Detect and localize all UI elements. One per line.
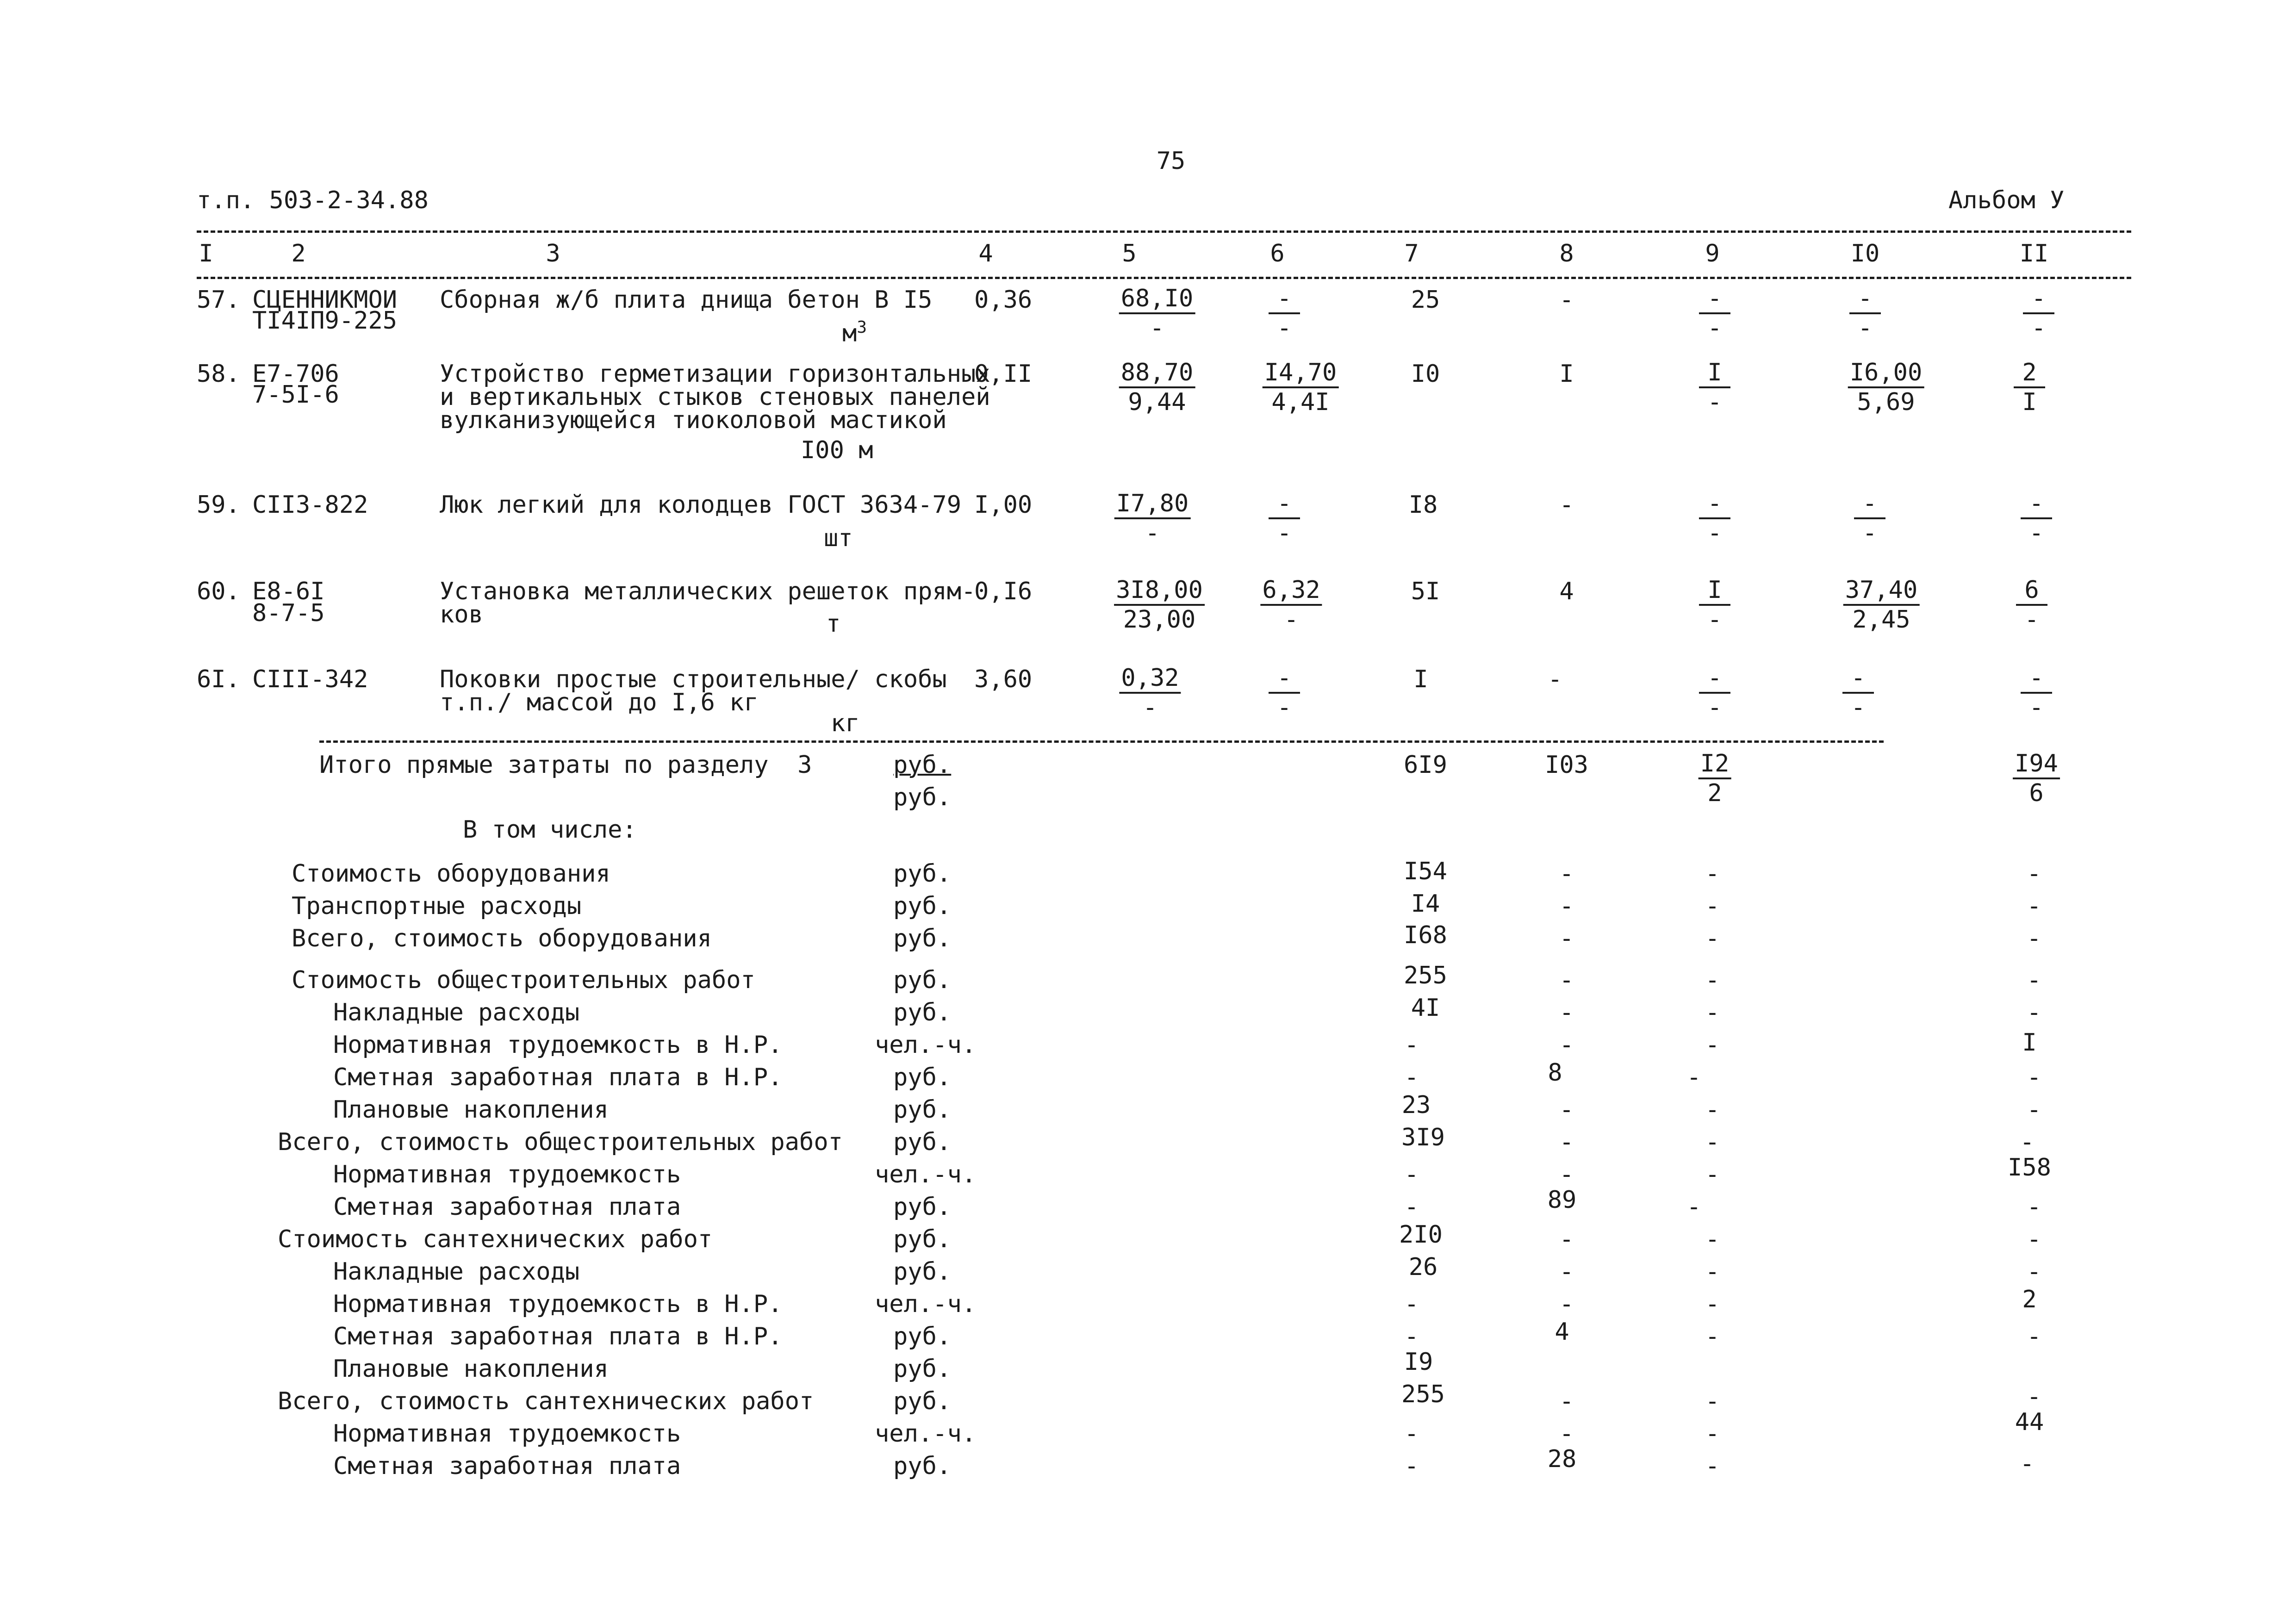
summary-col8: -	[1559, 892, 1574, 920]
document-code: т.п. 503-2-34.88	[197, 187, 429, 214]
row-unit: т	[826, 610, 841, 638]
row-code: 7-5I-6	[252, 381, 339, 409]
summary-col11: -	[2027, 966, 2041, 994]
row-description: Сборная ж/б плита днища бетон В I5	[440, 286, 933, 314]
summary-col7: 26	[1408, 1253, 1438, 1281]
summary-col9: -	[1705, 1031, 1720, 1059]
summary-label: Сметная заработная плата в Н.Р.	[333, 1063, 783, 1091]
total-label: Итого прямые затраты по разделу 3	[319, 751, 812, 779]
column-number: I0	[1850, 240, 1880, 267]
row-quantity: 0,II	[974, 360, 1033, 388]
cell-col6: - -	[1269, 664, 1300, 721]
summary-col7: I4	[1411, 890, 1440, 918]
summary-col11: -	[2027, 999, 2041, 1026]
row-description: Устройство герметизации горизонтальных	[440, 360, 990, 388]
cell-col9: - -	[1699, 490, 1730, 547]
cell-col5: I7,80 -	[1114, 490, 1191, 547]
summary-col9: -	[1705, 1290, 1720, 1318]
summary-col9: -	[1705, 925, 1720, 952]
row-number: 6I.	[197, 665, 240, 693]
summary-col8: -	[1559, 1161, 1574, 1188]
summary-col9: -	[1705, 1452, 1720, 1480]
row-number: 58.	[197, 360, 240, 388]
summary-label: Транспортные расходы	[292, 892, 582, 920]
cell-col9: - -	[1699, 664, 1730, 721]
summary-col8: -	[1559, 966, 1574, 994]
row-unit: шт	[824, 524, 853, 552]
total-col8: I03	[1545, 751, 1588, 779]
summary-label: Плановые накопления	[333, 1096, 609, 1124]
summary-unit: руб.	[893, 1225, 952, 1253]
row-code: Е8-6I	[252, 578, 325, 605]
row-description: Установка металлических решеток прям-	[440, 578, 976, 605]
summary-unit: руб.	[893, 1258, 952, 1286]
summary-col8: -	[1559, 860, 1574, 888]
summary-col11: -	[2027, 892, 2041, 920]
summary-col9: -	[1705, 1096, 1720, 1124]
summary-col8: -	[1559, 1290, 1574, 1318]
summary-col7: 4I	[1411, 994, 1440, 1022]
album-label: Альбом У	[1948, 187, 2065, 214]
total-col11: $\frac{I94}{6}$	[2013, 750, 2060, 807]
summary-col11: 2	[2022, 1286, 2037, 1313]
summary-col7: -	[1404, 1161, 1419, 1188]
summary-unit: руб.	[893, 1387, 952, 1415]
cell-col10: $\frac{37,40}{2,45}$	[1843, 576, 1920, 634]
summary-col7: I54	[1404, 858, 1447, 885]
column-number: 8	[1559, 240, 1574, 267]
summary-col7: -	[1404, 1063, 1419, 1091]
cell-col8: -	[1559, 286, 1574, 314]
row-quantity: I,00	[974, 491, 1033, 519]
summary-unit: руб.	[893, 966, 952, 994]
summary-col9: -	[1686, 1193, 1701, 1221]
row-quantity: 0,I6	[974, 578, 1033, 605]
summary-unit: руб.	[893, 1355, 952, 1383]
summary-unit: руб.	[893, 999, 952, 1026]
summary-col8: -	[1559, 1420, 1574, 1448]
summary-col7: 255	[1401, 1380, 1445, 1408]
row-unit: кг	[831, 709, 860, 737]
summary-label: Нормативная трудоемкость в Н.Р.	[333, 1031, 783, 1059]
cell-col11: - -	[2023, 285, 2054, 342]
cell-col6: - -	[1269, 285, 1300, 342]
summary-unit: чел.-ч.	[875, 1420, 977, 1448]
row-number: 57.	[197, 286, 240, 314]
column-number: I	[199, 240, 213, 267]
summary-col11: I58	[2008, 1154, 2051, 1181]
summary-label: Сметная заработная плата	[333, 1193, 681, 1221]
row-description: и вертикальных стыков стеновых панелей	[440, 383, 990, 411]
summary-col8: -	[1559, 1225, 1574, 1253]
summary-label: Сметная заработная плата в Н.Р.	[333, 1323, 783, 1350]
summary-unit: чел.-ч.	[875, 1290, 977, 1318]
cell-col6: $\frac{I4,70}{4,4I}$	[1263, 359, 1339, 416]
summary-unit: руб.	[893, 925, 952, 952]
cell-col8: I	[1559, 360, 1574, 388]
summary-col8: -	[1559, 999, 1574, 1026]
cell-col7: 5I	[1411, 578, 1440, 605]
row-code: ТI4IП9-225	[252, 307, 398, 335]
summary-col8: -	[1559, 1128, 1574, 1156]
summary-col7: -	[1404, 1452, 1419, 1480]
cell-col7: I0	[1411, 360, 1440, 388]
row-number: 59.	[197, 491, 240, 519]
summary-col11: -	[2027, 860, 2041, 888]
cell-col5: $\frac{3I8,00}{23,00}$	[1114, 576, 1205, 634]
row-quantity: 3,60	[974, 665, 1033, 693]
row-number: 60.	[197, 578, 240, 605]
column-number: 6	[1270, 240, 1285, 267]
total-unit-secondary: руб.	[893, 784, 952, 811]
column-number: 7	[1404, 240, 1419, 267]
cell-col11: - -	[2021, 664, 2052, 721]
cell-col9: I -	[1699, 359, 1730, 416]
summary-col8: 28	[1547, 1445, 1577, 1473]
cell-col8: -	[1548, 665, 1562, 693]
cell-col8: -	[1559, 491, 1574, 519]
header-rule-top	[197, 230, 2131, 233]
cell-col11: $\frac{2}{I}$	[2014, 359, 2045, 416]
summary-unit: руб.	[893, 860, 952, 888]
including-label: В том числе:	[463, 816, 637, 844]
summary-col11: -	[2027, 1193, 2041, 1221]
summary-col7: -	[1404, 1290, 1419, 1318]
total-col9: $\frac{I2}{2}$	[1699, 750, 1731, 807]
summary-col9: -	[1705, 1128, 1720, 1156]
summary-label: Нормативная трудоемкость	[333, 1161, 681, 1188]
summary-col11: -	[2027, 1258, 2041, 1286]
summary-col7: -	[1404, 1031, 1419, 1059]
summary-col7: 3I9	[1401, 1124, 1445, 1151]
summary-col9: -	[1705, 1258, 1720, 1286]
cell-col11: 6 -	[2016, 576, 2047, 634]
summary-label: Сметная заработная плата	[333, 1452, 681, 1480]
cell-col9: - -	[1699, 285, 1730, 342]
column-number: 5	[1122, 240, 1137, 267]
cell-col11: - -	[2021, 490, 2052, 547]
cell-col7: 25	[1411, 286, 1440, 314]
column-number: 2	[291, 240, 306, 267]
summary-unit: руб.	[893, 1323, 952, 1350]
summary-col7: 255	[1404, 962, 1447, 989]
row-code: СIIЗ-822	[252, 491, 368, 519]
row-code: СЦЕННИКМОИ	[252, 286, 398, 314]
summary-col9: -	[1705, 860, 1720, 888]
summary-col9: -	[1705, 1323, 1720, 1350]
summary-col8: -	[1559, 1031, 1574, 1059]
row-description: Поковки простые строительные/ скобы	[440, 665, 947, 693]
column-number: 3	[546, 240, 560, 267]
summary-label: Всего, стоимость общестроительных работ	[278, 1128, 843, 1156]
summary-col7: 23	[1401, 1091, 1431, 1119]
summary-col11: -	[2020, 1128, 2035, 1156]
summary-col8: -	[1559, 925, 1574, 952]
row-description: т.п./ массой до I,6 кг	[440, 689, 759, 716]
summary-unit: чел.-ч.	[875, 1161, 977, 1188]
cell-col5: 0,32 -	[1119, 664, 1181, 721]
summary-label: Стоимость общестроительных работ	[292, 966, 755, 994]
summary-unit: руб.	[893, 892, 952, 920]
summary-col9: -	[1705, 1387, 1720, 1415]
summary-col11: -	[2027, 1225, 2041, 1253]
row-description: ков	[440, 601, 483, 628]
summary-col11: -	[2027, 1323, 2041, 1350]
summary-unit: чел.-ч.	[875, 1031, 977, 1059]
cell-col7: I	[1413, 665, 1428, 693]
cell-col8: 4	[1559, 578, 1574, 605]
summary-col8: 8	[1548, 1059, 1562, 1087]
summary-col11: I	[2022, 1029, 2037, 1057]
row-unit: I00 м	[801, 436, 873, 464]
summary-col9: -	[1705, 1420, 1720, 1448]
summary-unit: руб.	[893, 1063, 952, 1091]
summary-label: Накладные расходы	[333, 1258, 580, 1286]
row-description: вулканизующейся тиоколовой мастикой	[440, 406, 947, 434]
row-quantity: 0,36	[974, 286, 1033, 314]
summary-col9: -	[1705, 999, 1720, 1026]
header-rule-bottom	[197, 277, 2131, 279]
cell-col10: - -	[1849, 285, 1881, 342]
row-code: СIII-342	[252, 665, 368, 693]
row-unit: $м^3$	[842, 318, 867, 348]
cell-col10: - -	[1842, 664, 1874, 721]
summary-col8: 4	[1555, 1318, 1569, 1346]
summary-label: Нормативная трудоемкость в Н.Р.	[333, 1290, 783, 1318]
summary-col9: -	[1705, 1225, 1720, 1253]
summary-unit: руб.	[893, 1193, 952, 1221]
summary-col8: -	[1559, 1387, 1574, 1415]
column-number: 9	[1705, 240, 1720, 267]
summary-col8: -	[1559, 1258, 1574, 1286]
page-number: 75	[1156, 147, 1186, 175]
summary-col7: -	[1404, 1420, 1419, 1448]
summary-label: Стоимость сантехнических работ	[278, 1225, 713, 1253]
summary-label: Накладные расходы	[333, 999, 580, 1026]
summary-col7: I9	[1404, 1348, 1433, 1376]
summary-col7: I68	[1404, 921, 1447, 949]
cell-col5: 68,I0 -	[1119, 285, 1195, 342]
summary-col7: 2I0	[1399, 1221, 1443, 1249]
row-description: Люк легкий для колодцев ГОСТ 3634-79	[440, 491, 962, 519]
summary-col11: -	[2027, 1383, 2041, 1411]
summary-label: Плановые накопления	[333, 1355, 609, 1383]
summary-col9: -	[1705, 892, 1720, 920]
column-number: II	[2019, 240, 2049, 267]
summary-col11: -	[2027, 1096, 2041, 1124]
summary-col8: 89	[1547, 1186, 1577, 1214]
summary-label: Нормативная трудоемкость	[333, 1420, 681, 1448]
summary-col11: -	[2027, 1063, 2041, 1091]
section-divider	[319, 740, 1884, 743]
row-code: 8-7-5	[252, 599, 325, 627]
column-number: 4	[978, 240, 993, 267]
row-code: Е7-706	[252, 360, 339, 388]
cell-col7: I8	[1408, 491, 1438, 519]
cell-col10: - -	[1854, 490, 1885, 547]
summary-col9: -	[1705, 966, 1720, 994]
summary-label: Всего, стоимость сантехнических работ	[278, 1387, 814, 1415]
total-col7: 6I9	[1404, 751, 1447, 779]
summary-label: Всего, стоимость оборудования	[292, 925, 712, 952]
summary-col7: -	[1404, 1193, 1419, 1221]
summary-col9: -	[1686, 1063, 1701, 1091]
summary-col7: -	[1404, 1323, 1419, 1350]
cell-col6: 6,32 -	[1260, 576, 1322, 634]
summary-col11: 44	[2015, 1408, 2044, 1436]
summary-unit: руб.	[893, 1128, 952, 1156]
cell-col10: $\frac{I6,00}{5,69}$	[1848, 359, 1924, 416]
summary-col8: -	[1559, 1096, 1574, 1124]
summary-unit: руб.	[893, 1452, 952, 1480]
cell-col9: I -	[1699, 576, 1730, 634]
summary-label: Стоимость оборудования	[292, 860, 610, 888]
summary-col11: -	[2027, 925, 2041, 952]
cell-col6: - -	[1269, 490, 1300, 547]
summary-col11: -	[2020, 1450, 2035, 1478]
summary-unit: руб.	[893, 1096, 952, 1124]
cell-col5: $\frac{88,70}{9,44}$	[1119, 359, 1195, 416]
summary-col9: -	[1705, 1161, 1720, 1188]
total-unit: руб.	[893, 751, 952, 779]
